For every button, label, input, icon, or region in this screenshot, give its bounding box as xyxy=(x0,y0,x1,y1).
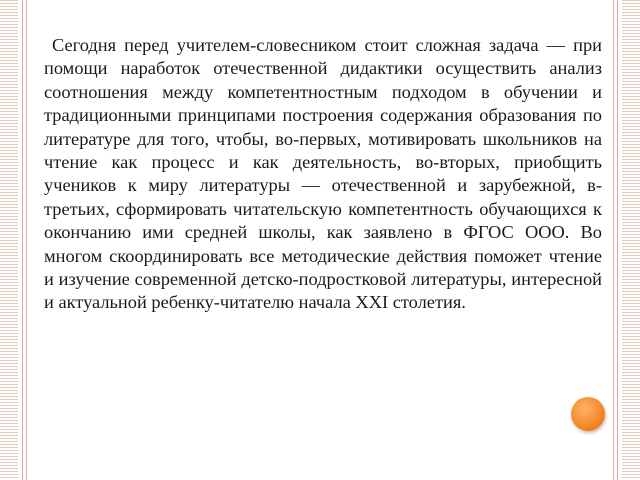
left-frame-line xyxy=(22,0,23,480)
left-frame-line-inner xyxy=(26,0,27,480)
right-frame-line xyxy=(617,0,618,480)
left-border-stripe xyxy=(0,0,18,480)
right-frame-line-inner xyxy=(613,0,614,480)
orange-circle-decoration xyxy=(571,397,605,431)
right-border-stripe xyxy=(622,0,640,480)
slide-body-text: Сегодня перед учителем-словесником стоит сложная задача — при помощи наработок отечественной дидактики осуществить анализ соотношения между компетентностным подходом в обучении и традиционными принципами построения содержания образования по литературе для того, чтобы, во-первых, мотивировать школьников на чтение как процесс и как деятельность, во-вторых, приобщить учеников к миру литературы — отечественной и зарубежной, в-третьих, сформировать читательскую компетентность обучающихся к окончанию ими средней школы, как заявлено в ФГОС ООО. Во многом скоординировать все методические действия поможет чтение и изучение современной детско-подростковой литературы, интересной и актуальной ребенку-читателю начала XXI столетия. xyxy=(44,35,602,313)
